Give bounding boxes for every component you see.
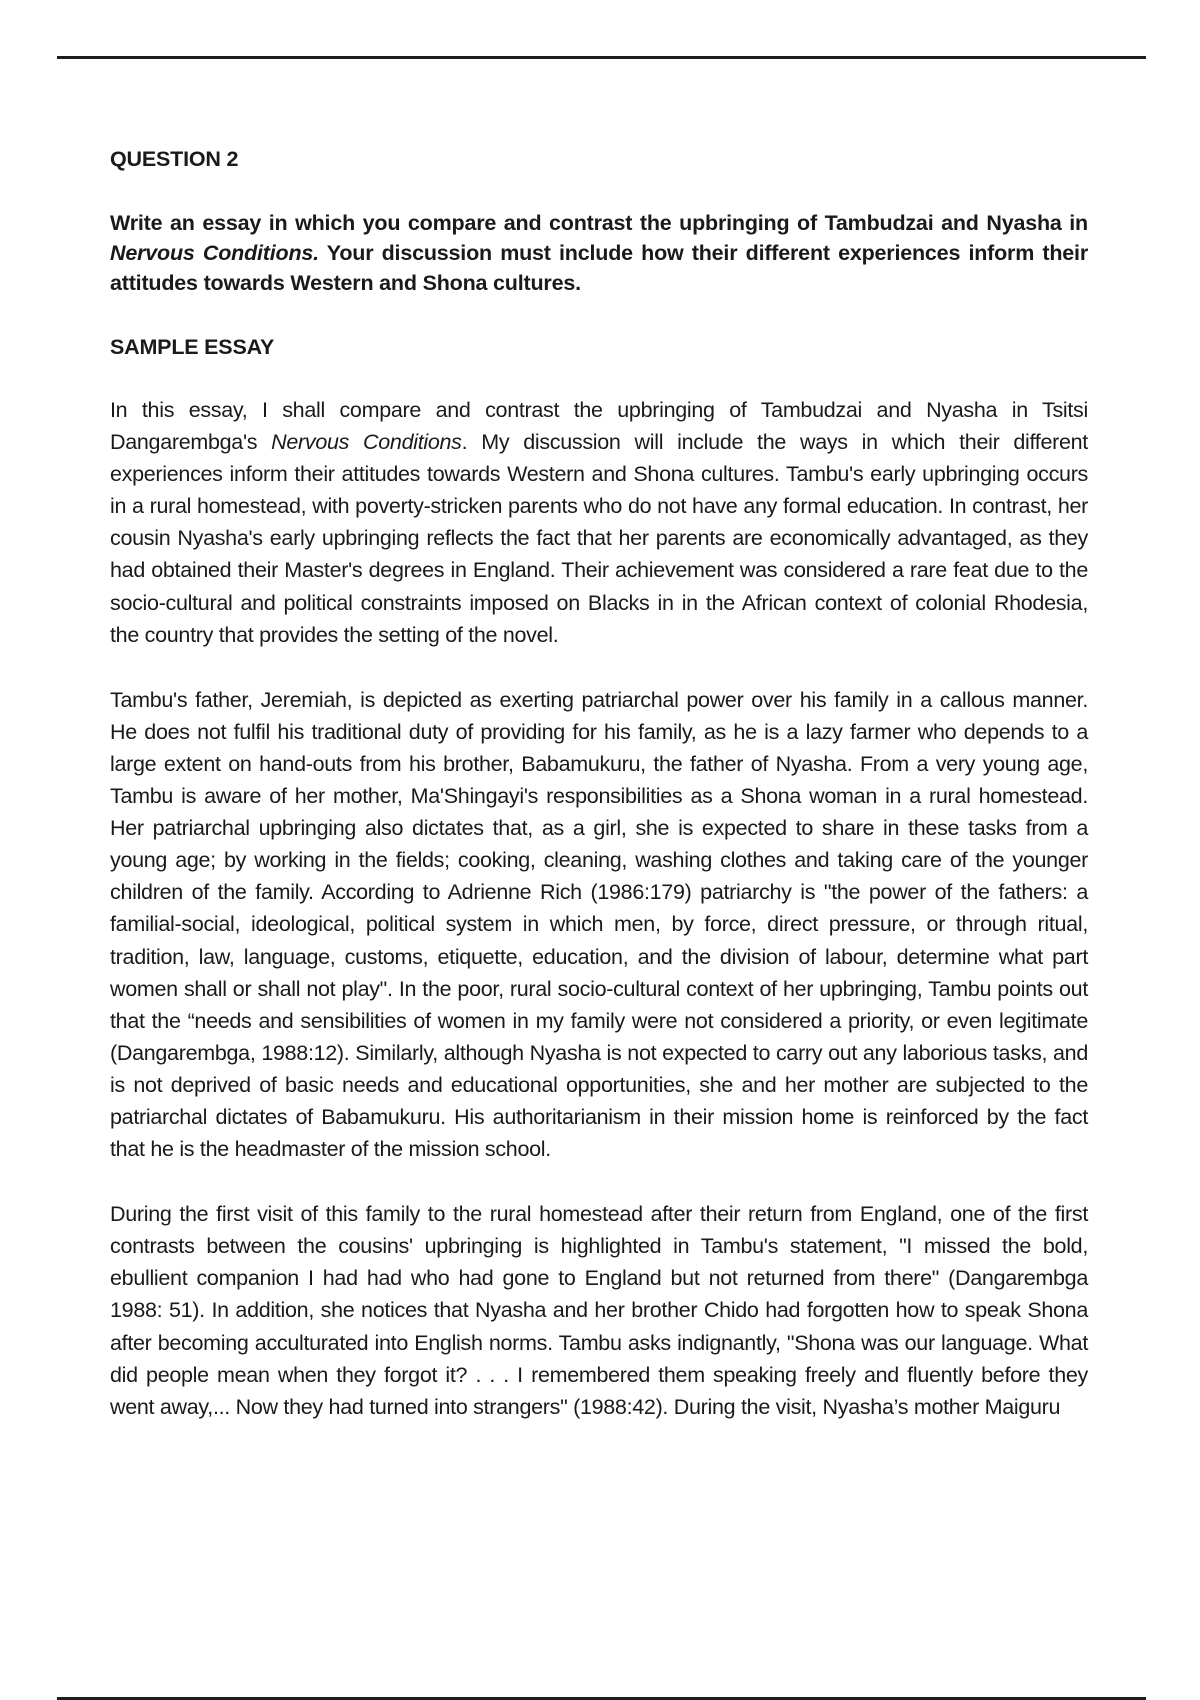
essay-paragraph-2: Tambu's father, Jeremiah, is depicted as exerting patriarchal power over his family in a callous manner. He does not fulfil his traditional duty of providing for his family, as he is a lazy farmer who depends to a large extent on hand-outs from his brother, Babamukuru, the father of Nyasha. From a very young age, Tambu is aware of her mother, Ma'Shingayi's responsibilities as a Shona woman in a rural homestead. Her patriarchal upbringing also dictates that, as a girl, she is expected to share in these tasks from a young age; by working in the fields; cooking, cleaning, washing clothes and taking care of the younger children of the family. According to Adrienne Rich (1986:179) patriarchy is "the power of the fathers: a familial-social, ideological, political system in which men, by force, direct pressure, or through ritual, tradition, law, language, customs, etiquette, education, and the division of labour, determine what part women shall or shall not play". In the poor, rural socio-cultural context of her upbringing, Tambu points out that the “needs and sensibilities of women in my family were not considered a priority, or even legitimate (Dangarembga, 1988:12). Similarly, although Nyasha is not expected to carry out any laborious tasks, and is not deprived of basic needs and educational opportunities, she and her mother are subjected to the patriarchal dictates of Babamukuru. His authoritarianism in their mission home is reinforced by the fact that he is the headmaster of the mission school. bbox=[110, 687, 1088, 1162]
paragraph-1-text-1: In this essay, I shall compare and contrast the upbringing of Tambudzai and Nyasha in Tsitsi Dangarembga's bbox=[110, 398, 1088, 455]
header-rule bbox=[57, 56, 1146, 59]
question-heading: QUESTION 2 bbox=[110, 147, 239, 171]
essay-prompt bbox=[110, 208, 1088, 298]
sample-essay-heading: SAMPLE ESSAY bbox=[110, 335, 275, 359]
prompt-text-1: Write an essay in which you compare and contrast the upbringing of Tambudzai and Nyasha in bbox=[110, 211, 1088, 235]
essay-paragraph-3: During the first visit of this family to the rural homestead after their return from England, one of the first contrasts between the cousins' upbringing is highlighted in Tambu's statement, "I missed the bold, ebullient companion I had had who had gone to England but not returned from there" (Dangarembga 1988: 51). In addition, she notices that Nyasha and her brother Chido had forgotten how to speak Shona after becoming acculturated into English norms. Tambu asks indignantly, "Shona was our language. What did people mean when they forgot it? . . . I remembered them speaking freely and fluently before they went away,... Now they had turned into strangers" (1988:42). During the visit, Nyasha’s mother Maiguru bbox=[110, 1202, 1088, 1419]
paragraph-1-text-2: . My discussion will include the ways in which their different experiences inform their attitudes towards Western and Shona cultures. Tambu's early upbringing occurs in a rural homestead, with poverty-stricken parents who do not have any formal education. In contrast, her cousin Nyasha's early upbringing reflects the fact that her parents are economically advantaged, as they had obtained their Master's degrees in England. Their achievement was considered a rare feat due to the socio-cultural and political constraints imposed on Blacks in in the African context of colonial Rhodesia, the country that provides the setting of the novel. bbox=[110, 430, 1088, 647]
document-body bbox=[110, 144, 1088, 1423]
prompt-book-title: Nervous Conditions. bbox=[110, 241, 319, 265]
essay-paragraph-1 bbox=[110, 394, 1088, 651]
prompt-text-2: Your discussion must include how their different experiences inform their attitudes towards Western and Shona cultures. bbox=[110, 241, 1088, 295]
paragraph-1-book-title: Nervous Conditions bbox=[271, 430, 462, 455]
